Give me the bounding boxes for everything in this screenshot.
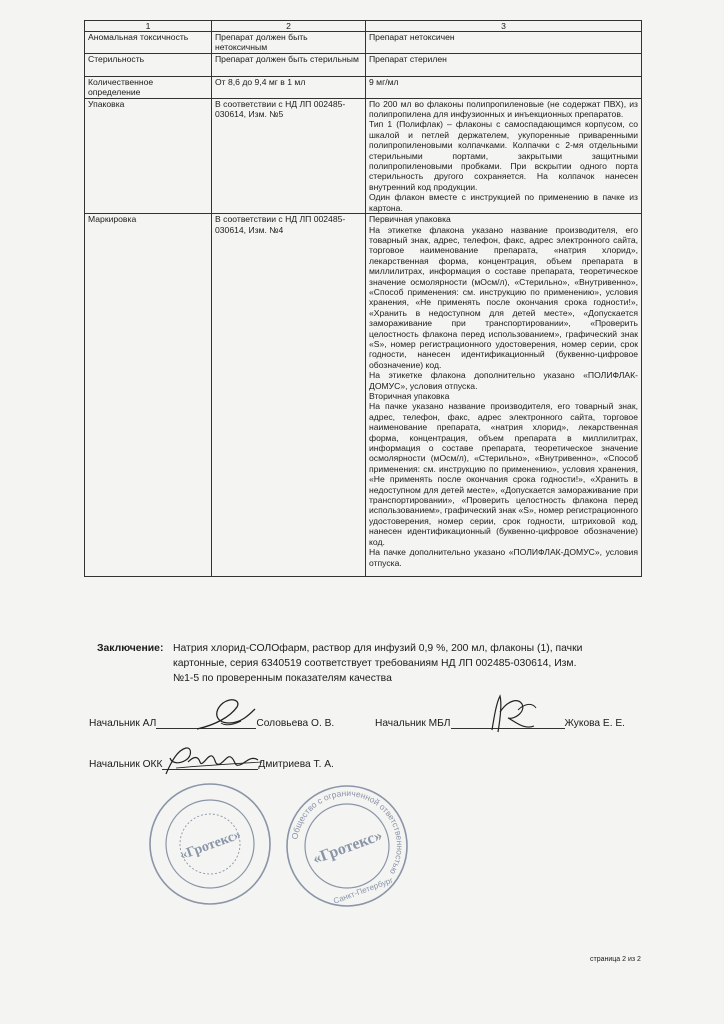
- paragraph: На этикетке флакона указано название производителя, его товарный знак, адрес, телефон, факс, адрес электронного сайта, торговое наименование препарата, «натрия хлорид», лекарственная форма, концентрация, объем препарата в миллилитрах, информация о составе препарата, теоретическое значение осмолярности (мОсм/л), «Стерильно», «Внутривенно», «Способ применения: см. инструкцию по применению», условия хранения, «Не применять после окончания срока годности!», «Хранить в недоступном для детей месте», «Допускается замораживание при транспортировании», «Проверить целостность флакона перед использованием», графический знак «S», номер регистрационного удостоверения, номер серии, срок годности, нанесен идентификационный (буквенно-цифровое обозначение) код.: [369, 224, 638, 370]
- signatory-name: Жукова Е. Е.: [564, 718, 625, 729]
- paragraph: По 200 мл во флаконы полипропиленовые (не содержат ПВХ), из полипропилена для инфузионных и инъекционных препаратов.: [369, 98, 638, 120]
- signatory-name: Дмитриева Т. А.: [258, 759, 334, 770]
- requirement-cell: Препарат должен быть стерильным: [212, 53, 366, 76]
- stamp-city-text: Санкт-Петербург: [332, 875, 395, 906]
- conclusion-line: №1-5 по проверенным показателям качества: [173, 673, 392, 684]
- conclusion-label: Заключение:: [97, 643, 164, 654]
- requirement-cell: В соответствии с НД ЛП 002485-030614, Изм. №4: [212, 214, 366, 577]
- result-cell: Препарат нетоксичен: [366, 32, 642, 54]
- stamp-center-text: «Гротекс»: [178, 827, 243, 864]
- handwritten-signature-okk: [158, 738, 274, 778]
- table-row: [85, 53, 642, 76]
- paragraph: На пачке дополнительно указано «ПОЛИФЛАК-ДОМУС», условия отпуска.: [369, 547, 638, 568]
- requirement-cell: Препарат должен быть нетоксичным: [212, 32, 366, 54]
- conclusion-line: картонные, серия 6340519 соответствует требованиям НД ЛП 002485-030614, Изм.: [173, 658, 577, 669]
- conclusion-line: Натрия хлорид-СОЛОфарм, раствор для инфузий 0,9 %, 200 мл, флаконы (1), пачки: [173, 643, 583, 654]
- result-cell: Препарат стерилен: [366, 53, 642, 76]
- column-header: 1: [85, 21, 212, 32]
- paragraph: Тип 1 (Полифлак) – флаконы с самоспадающимся корпусом, со шкалой и петлей держателем, укупоренные приваренными полипропиленовыми колпачками. Колпачки с 2-мя отдельными стерильными портами, закрытыми защитными полипропиленовыми пробками. При вскрытии одного порта стерильность другого сохраняется. На колпачок нанесен внутренний код продукции.: [369, 119, 638, 192]
- requirement-cell: В соответствии с НД ЛП 002485-030614, Изм. №5: [212, 98, 366, 213]
- subheading: Вторичная упаковка: [369, 391, 450, 401]
- table-row: [85, 32, 642, 54]
- indicator-name: Аномальная токсичность: [85, 32, 212, 54]
- conclusion: [97, 641, 642, 686]
- table-row: [85, 76, 642, 98]
- stamp-ring-path: Общество с ограниченной ответственностью: [289, 787, 406, 877]
- column-header: 2: [212, 21, 366, 32]
- page-number: страница 2 из 2: [590, 956, 641, 963]
- indicator-name: Количественное определение: [85, 76, 212, 98]
- stamp-center-text: «Гротекс»: [310, 826, 385, 868]
- handwritten-signature-mbl: [478, 690, 548, 738]
- paragraph: На этикетке флакона дополнительно указано «ПОЛИФЛАК-ДОМУС», условия отпуска.: [369, 370, 638, 391]
- signatory-title: Начальник МБЛ: [375, 718, 451, 729]
- signatory-title: Начальник ОКК: [89, 759, 163, 770]
- indicator-name: Стерильность: [85, 53, 212, 76]
- signatory-title: Начальник АЛ: [89, 718, 157, 729]
- column-header: 3: [366, 21, 642, 32]
- result-cell: [366, 214, 642, 577]
- handwritten-signature-al: [185, 695, 265, 735]
- paragraph: На пачке указано название производителя, его товарный знак, адрес, телефон, факс, адрес электронного сайта, торговое наименование препарата, «натрия хлорид», лекарственная форма, концентрация, объем препарата в миллилитрах, информация о составе препарата, теоретическое значение осмолярности (мОсм/л), «Стерильно», «Внутривенно», «Способ применения: см. инструкцию по применению», условия хранения, «Не применять после окончания срока годности!», «Хранить в недоступном для детей месте», «Допускается замораживание при транспортировании», «Проверить целостность флакона перед использованием», графический знак «S», номер регистрационного удостоверения, номер серии, срок годности, штриховой код, нанесен идентификационный (буквенно-цифровое обозначение) код.: [369, 401, 638, 547]
- table-row: [85, 214, 642, 577]
- result-cell: 9 мг/мл: [366, 76, 642, 98]
- indicator-name: Маркировка: [85, 214, 212, 577]
- company-stamp-right: [282, 782, 412, 910]
- subheading: Первичная упаковка: [369, 214, 451, 225]
- requirement-cell: От 8,6 до 9,4 мг в 1 мл: [212, 76, 366, 98]
- signatory-name: Соловьева О. В.: [256, 718, 335, 729]
- company-stamp-left: [145, 780, 275, 908]
- results-table: [84, 20, 642, 577]
- result-cell: [366, 98, 642, 213]
- paragraph: Один флакон вместе с инструкцией по применению в пачке из картона.: [369, 192, 638, 213]
- indicator-name: Упаковка: [85, 98, 212, 213]
- table-row: [85, 98, 642, 213]
- table-header-row: [85, 21, 642, 32]
